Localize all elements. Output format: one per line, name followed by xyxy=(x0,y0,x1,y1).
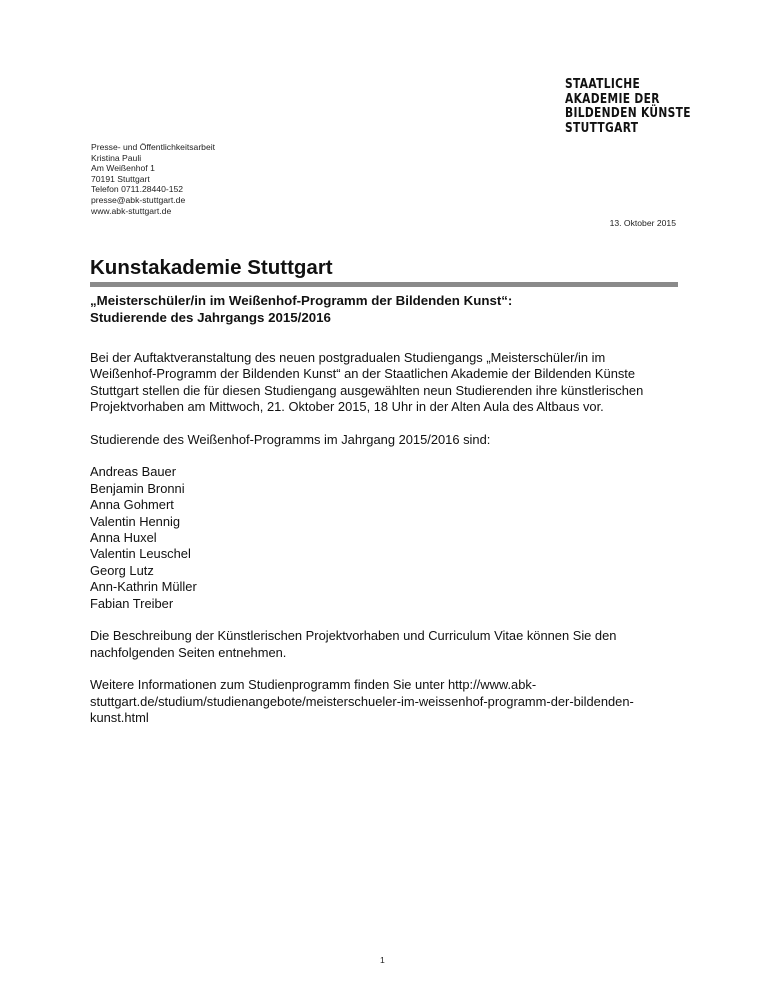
sender-block xyxy=(91,142,215,216)
page-title: Kunstakademie Stuttgart xyxy=(90,256,333,279)
list-item: Fabian Treiber xyxy=(90,595,174,611)
more-info-link[interactable]: stuttgart.de/studium/studienangebote/meisterschueler-im-weissenhof-programm-der-bildenden- xyxy=(90,693,634,709)
list-item: Anna Gohmert xyxy=(90,497,174,513)
academy-logo xyxy=(565,78,691,136)
body-text xyxy=(90,350,690,743)
intro-line: Stuttgart stellen die für diesen Studiengang ausgewählten neun Studierenden ihre künstlerischen xyxy=(90,382,644,398)
title-divider xyxy=(90,282,678,287)
logo-line: STUTTGART xyxy=(565,120,639,136)
sender-department: Presse- und Öffentlichkeitsarbeit xyxy=(91,142,216,152)
list-item: Ann-Kathrin Müller xyxy=(90,579,197,595)
logo-line: BILDENDEN KÜNSTE xyxy=(565,106,691,121)
list-item: Benjamin Bronni xyxy=(90,480,185,496)
intro-line: Bei der Auftaktveranstaltung des neuen postgradualen Studiengangs „Meisterschüler/in im xyxy=(90,350,606,365)
page-number: 1 xyxy=(380,955,385,965)
students-heading: Studierende des Weißenhof-Programms im Jahrgang 2015/2016 sind: xyxy=(90,431,491,447)
sender-email[interactable]: presse@abk-stuttgart.de xyxy=(91,194,186,205)
intro-line: Projektvorhaben am Mittwoch, 21. Oktober 2015, 18 Uhr in der Alten Aula des Altbaus vor. xyxy=(90,399,604,415)
description-line: nachfolgenden Seiten entnehmen. xyxy=(90,644,287,660)
list-item: Valentin Hennig xyxy=(90,513,181,529)
logo-line: STAATLICHE xyxy=(565,77,641,92)
students-list xyxy=(90,464,690,612)
subtitle-line: „Meisterschüler/in im Weißenhof-Programm der Bildenden Kunst“: xyxy=(90,293,513,308)
sender-name: Kristina Pauli xyxy=(91,152,142,163)
more-info-line: Weitere Informationen zum Studienprogramm finden Sie unter http://www.abk- xyxy=(90,677,537,693)
list-item: Georg Lutz xyxy=(90,562,154,578)
more-info-paragraph xyxy=(90,677,690,726)
sender-web[interactable]: www.abk-stuttgart.de xyxy=(91,205,172,216)
description-line: Die Beschreibung der Künstlerischen Projektvorhaben und Curriculum Vitae können Sie den xyxy=(90,628,617,644)
document-date: 13. Oktober 2015 xyxy=(609,218,676,228)
intro-line: Weißenhof-Programm der Bildenden Kunst“ an der Staatlichen Akademie der Bildenden Künste xyxy=(90,366,636,382)
sender-phone: Telefon 0711.28440-152 xyxy=(91,184,184,195)
list-item: Anna Huxel xyxy=(90,530,157,546)
sender-street: Am Weißenhof 1 xyxy=(91,163,155,174)
list-item: Valentin Leuschel xyxy=(90,546,191,562)
subtitle xyxy=(90,293,512,327)
more-info-link[interactable]: kunst.html xyxy=(90,710,149,726)
list-item: Andreas Bauer xyxy=(90,464,176,480)
subtitle-line: Studierende des Jahrgangs 2015/2016 xyxy=(90,309,331,325)
intro-paragraph xyxy=(90,350,690,416)
logo-line: AKADEMIE DER xyxy=(565,91,660,107)
sender-city: 70191 Stuttgart xyxy=(91,173,150,184)
description-paragraph xyxy=(90,628,690,661)
